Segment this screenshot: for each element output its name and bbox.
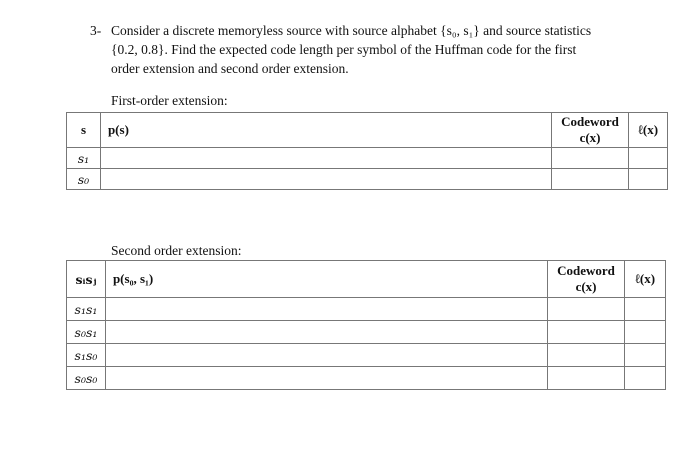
first-order-table: [66, 112, 668, 190]
table-header-row: [67, 261, 666, 298]
length-cell: [629, 169, 668, 190]
row-symbol: s₀: [67, 169, 101, 190]
length-cell: [625, 298, 666, 321]
probability-cell: [100, 169, 551, 190]
codeword-cell: [548, 367, 625, 390]
probability-cell: [105, 344, 547, 367]
probability-cell: [105, 321, 547, 344]
codeword-cell: [548, 298, 625, 321]
table-row: [67, 298, 666, 321]
row-symbol: s₁s₁: [67, 298, 106, 321]
first-order-caption: First-order extension:: [111, 93, 228, 108]
row-symbol: s₀s₁: [67, 321, 106, 344]
header-length: ℓ(x): [625, 261, 666, 298]
header-probability: p(s₀, s₁): [105, 261, 547, 298]
problem-line-2: {0.2, 0.8}. Find the expected code length per symbol of the Huffman code for the first: [111, 42, 577, 57]
table-row: [67, 344, 666, 367]
length-cell: [625, 344, 666, 367]
row-symbol: s₀s₀: [67, 367, 106, 390]
header-symbol: s: [67, 113, 101, 148]
header-codeword: [548, 261, 625, 298]
problem-text: [111, 21, 650, 78]
header-codeword: [552, 113, 629, 148]
table-header-row: [67, 113, 668, 148]
header-length: ℓ(x): [629, 113, 668, 148]
header-codeword-line2: c(x): [579, 130, 601, 145]
length-cell: [625, 321, 666, 344]
codeword-cell: [548, 321, 625, 344]
length-cell: [625, 367, 666, 390]
problem-number: 3-: [90, 23, 102, 38]
second-order-table: [66, 260, 666, 390]
length-cell: [629, 148, 668, 169]
table-row: [67, 367, 666, 390]
codeword-cell: [548, 344, 625, 367]
probability-cell: [105, 298, 547, 321]
table-row: [67, 148, 668, 169]
row-symbol: s₁: [67, 148, 101, 169]
second-order-caption: Second order extension:: [111, 243, 242, 258]
codeword-cell: [552, 148, 629, 169]
header-codeword-line1: Codeword: [561, 114, 619, 129]
probability-cell: [100, 148, 551, 169]
table-row: [67, 321, 666, 344]
header-symbol: sᵢsⱼ: [67, 261, 106, 298]
problem-line-3: order extension and second order extension.: [111, 61, 349, 76]
header-codeword-line2: c(x): [575, 279, 597, 294]
codeword-cell: [552, 169, 629, 190]
header-probability: p(s): [100, 113, 551, 148]
row-symbol: s₁s₀: [67, 344, 106, 367]
table-row: [67, 169, 668, 190]
probability-cell: [105, 367, 547, 390]
problem-line-1: Consider a discrete memoryless source with source alphabet {s₀, s₁} and source statistics: [111, 23, 592, 38]
header-codeword-line1: Codeword: [557, 263, 615, 278]
problem-statement: [90, 21, 650, 78]
